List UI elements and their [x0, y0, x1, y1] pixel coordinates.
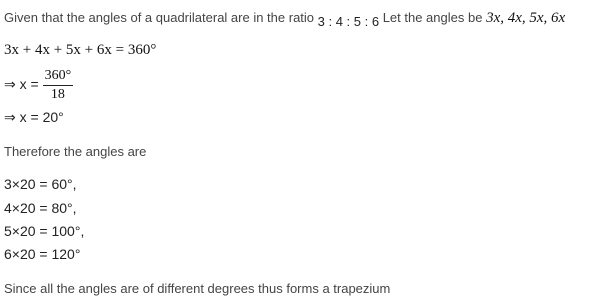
step-equation [4, 68, 73, 103]
angle-value-2: 4×20 = 80°, [4, 200, 77, 216]
angle-value-1: 3×20 = 60°, [4, 176, 77, 192]
conclusion-line [4, 281, 390, 296]
angles-expression: 3x, 4x, 5x, 6x [486, 10, 566, 26]
step-prefix: ⇒ x = [4, 75, 43, 92]
fraction-numerator: 360° [43, 68, 74, 86]
angle-value-3: 5×20 = 100°, [4, 223, 85, 239]
intro-text-1: Given that the angles of a quadrilateral are in the ratio [4, 10, 318, 25]
therefore-line [4, 144, 146, 159]
fraction [43, 68, 74, 103]
sum-equation-text: 3x + 4x + 5x + 6x = 360° [4, 42, 157, 58]
conclusion-text: Since all the angles are of different degrees thus forms a trapezium [4, 281, 391, 296]
therefore-text: Therefore the angles are [4, 144, 147, 159]
fraction-denominator: 18 [50, 87, 65, 102]
result-text: ⇒ x = 20° [4, 109, 64, 125]
sum-equation [4, 42, 156, 59]
intro-line [4, 10, 565, 27]
ratio-value: 3 : 4 : 5 : 6 [317, 14, 380, 29]
intro-text-2: Let the angles be [379, 10, 487, 25]
angle-value-4: 6×20 = 120° [4, 246, 81, 262]
result-equation [4, 109, 64, 126]
